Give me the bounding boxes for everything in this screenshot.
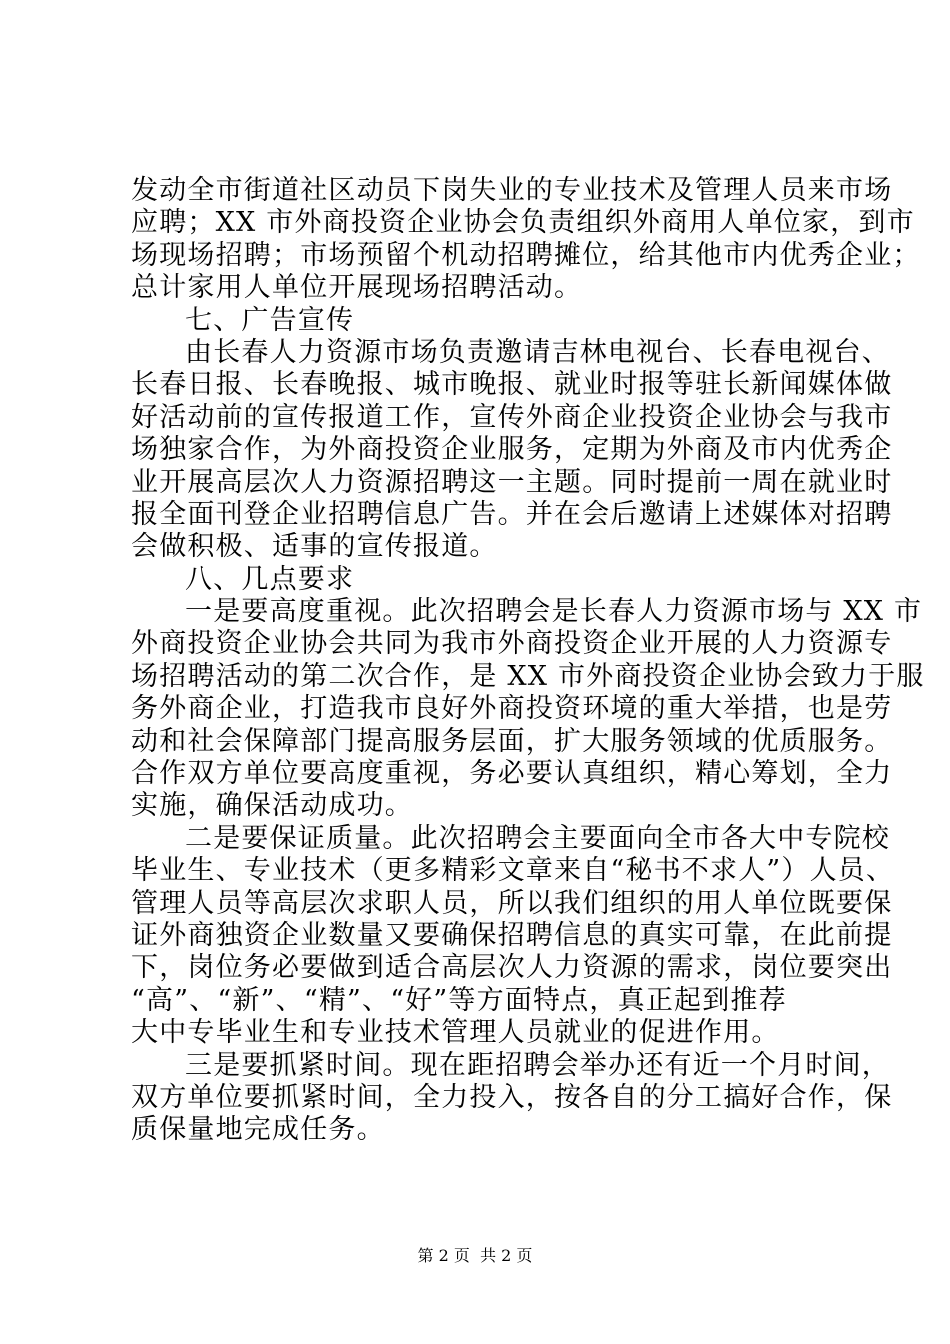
- text-line: 外商投资企业协会共同为我市外商投资企业开展的人力资源专: [131, 628, 893, 660]
- text-line: 好活动前的宣传报道工作，宣传外商企业投资企业协会与我市: [131, 401, 893, 433]
- text-line: 八、几点要求: [185, 563, 355, 595]
- text-line: 七、广告宣传: [185, 304, 355, 336]
- text-line: 双方单位要抓紧时间，全力投入，按各自的分工搞好合作，保: [131, 1081, 893, 1113]
- text-line: 管理人员等高层次求职人员，所以我们组织的用人单位既要保: [131, 887, 893, 919]
- text-line: 大中专毕业生和专业技术管理人员就业的促进作用。: [131, 1017, 780, 1049]
- text-line: 下，岗位务必要做到适合高层次人力资源的需求，岗位要突出: [131, 952, 893, 984]
- text-line: “高”、“新”、“精”、“好”等方面特点，真正起到推荐: [131, 984, 787, 1016]
- text-line: 一是要高度重视。此次招聘会是长春人力资源市场与 XX 市: [185, 596, 923, 628]
- text-line: 报全面刊登企业招聘信息广告。并在会后邀请上述媒体对招聘: [131, 498, 893, 530]
- text-line: 质保量地完成任务。: [131, 1114, 385, 1146]
- text-line: 会做积极、适事的宣传报道。: [131, 531, 498, 563]
- text-line: 合作双方单位要高度重视，务必要认真组织，精心筹划，全力: [131, 758, 893, 790]
- page-footer: 第 2 页 共 2 页: [417, 1246, 533, 1265]
- text-line: 证外商独资企业数量又要确保招聘信息的真实可靠，在此前提: [131, 919, 893, 951]
- text-line: 由长春人力资源市场负责邀请吉林电视台、长春电视台、: [185, 336, 890, 368]
- text-line: 毕业生、专业技术（更多精彩文章来自“秘书不求人”）人员、: [131, 855, 895, 887]
- text-line: 业开展高层次人力资源招聘这一主题。同时提前一周在就业时: [131, 466, 893, 498]
- text-line: 场招聘活动的第二次合作，是 XX 市外商投资企业协会致力于服: [131, 660, 925, 692]
- text-line: 务外商企业，打造我市良好外商投资环境的重大举措，也是劳: [131, 693, 893, 725]
- text-line: 总计家用人单位开展现场招聘活动。: [131, 272, 583, 304]
- text-line: 场独家合作，为外商投资企业服务，定期为外商及市内优秀企: [131, 434, 893, 466]
- document-body: [131, 175, 925, 1147]
- text-line: 应聘；XX 市外商投资企业协会负责组织外商用人单位家，到市: [131, 207, 915, 239]
- text-line: 三是要抓紧时间。现在距招聘会举办还有近一个月时间，: [185, 1049, 890, 1081]
- text-line: 发动全市街道社区动员下岗失业的专业技术及管理人员来市场: [131, 175, 893, 206]
- text-line: 长春日报、长春晚报、城市晚报、就业时报等驻长新闻媒体做: [131, 369, 893, 401]
- text-line: 实施，确保活动成功。: [131, 790, 413, 822]
- text-line: 场现场招聘；市场预留个机动招聘摊位，给其他市内优秀企业；: [131, 239, 921, 271]
- text-line: 动和社会保障部门提高服务层面，扩大服务领域的优质服务。: [131, 725, 893, 757]
- text-line: 二是要保证质量。此次招聘会主要面向全市各大中专院校: [185, 822, 890, 854]
